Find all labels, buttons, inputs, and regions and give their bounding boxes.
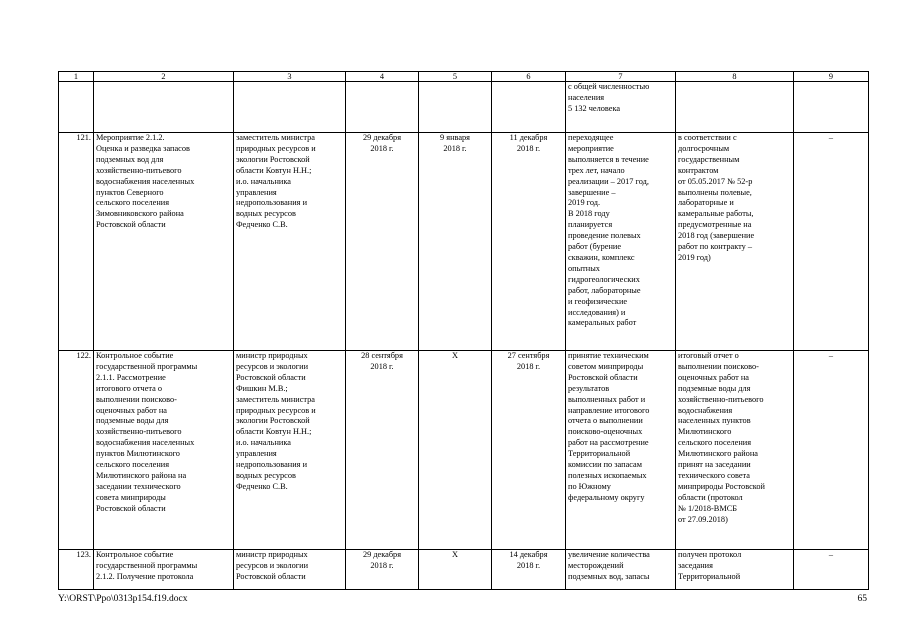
cell-text-line: 29 декабря	[362, 133, 402, 142]
cell-text-line: 9 января	[440, 133, 470, 142]
cell-text-line: от 27.09.2018)	[678, 514, 728, 524]
row-number-cell	[59, 133, 94, 351]
cell-text-line: водных ресурсов	[236, 470, 296, 480]
cell-text-line: направление итогового	[568, 405, 650, 415]
cell-text-line: недропользования и	[236, 460, 308, 470]
cell-text-line: 28 сентября	[361, 351, 403, 360]
cell-text-line: 2018 г.	[516, 560, 541, 570]
event-name-cell	[94, 351, 234, 550]
cell-text-line: Ростовской области	[236, 372, 306, 382]
cell-text-line: управления	[236, 187, 277, 197]
column-number-header: 6	[492, 72, 566, 82]
cell-text-line: населенных пунктов	[678, 416, 751, 426]
cell-text-line: управления	[236, 449, 277, 459]
cell-text-line: советом минприроды	[568, 361, 644, 371]
cell-text-line: 2018 г.	[370, 143, 394, 153]
cell-text-line: 29 декабря	[362, 550, 402, 559]
actual-date-cell	[492, 351, 566, 550]
footer-file-path: Y:\ORST\Ppo\0313p154.f19.docx	[58, 594, 188, 604]
cell-text-line: и.о. начальника	[236, 176, 291, 186]
row-number-cell	[59, 82, 94, 133]
cell-text-line: экологии Ростовской	[236, 154, 310, 164]
cell-text-line: Ростовской области	[96, 503, 166, 513]
actual-result-cell	[676, 351, 794, 550]
cell-text-line: Фишкин М.В.;	[236, 383, 288, 393]
cell-text-line: работ (бурение	[568, 242, 622, 252]
planned-date-cell	[346, 550, 419, 590]
cell-text-line: области Ковтун Н.Н.;	[236, 427, 312, 437]
cell-text-line: 5 132 человека	[568, 103, 621, 113]
cell-text-line: № 1/2018-ВМСБ	[678, 503, 738, 513]
cell-text-line: заседания	[678, 560, 713, 570]
cell-text-line: Х	[452, 550, 458, 559]
table-row	[59, 550, 869, 590]
cell-text-line: населения	[568, 92, 605, 102]
cell-text-line: с общей численностью	[568, 82, 650, 91]
cell-text-line: минприроды Ростовской	[678, 481, 765, 491]
actual-result-cell	[676, 82, 794, 133]
cell-text-line: недропользования и	[236, 198, 308, 208]
start-date-cell	[419, 133, 492, 351]
cell-text-line: Милютинского	[678, 427, 732, 437]
cell-text-line: –	[828, 351, 834, 360]
cell-text-line: результатов	[568, 383, 610, 393]
cell-text-line: Федченко С.В.	[236, 220, 288, 230]
cell-text-line: водоснабжения	[678, 405, 733, 415]
notes-cell	[794, 351, 869, 550]
row-number-cell	[59, 351, 94, 550]
cell-text-line: мероприятие	[568, 143, 614, 153]
cell-text-line: области (протокол	[678, 492, 743, 502]
cell-text-line: водных ресурсов	[236, 209, 296, 219]
cell-text-line: области Ковтун Н.Н.;	[236, 165, 312, 175]
notes-cell	[794, 82, 869, 133]
cell-text-line: пунктов Милютинского	[96, 449, 180, 459]
cell-text-line: по Южному	[568, 481, 611, 491]
actual-result-cell	[676, 550, 794, 590]
cell-text-line: технического совета	[678, 470, 750, 480]
cell-text-line: 2018 г.	[443, 143, 467, 153]
cell-text-line: министр природных	[236, 351, 308, 360]
cell-text-line: в соответствии с	[678, 133, 737, 142]
cell-text-line: итоговый отчет о	[678, 351, 739, 360]
responsible-cell	[234, 82, 346, 133]
cell-text-line: Милютинского района на	[96, 470, 187, 480]
cell-text-line: –	[828, 133, 834, 142]
cell-text-line: выполнены полевые,	[678, 187, 752, 197]
start-date-cell	[419, 82, 492, 133]
column-number-header: 8	[676, 72, 794, 82]
cell-text-line: 27 сентября	[507, 351, 550, 360]
cell-text-line: камеральные работы,	[678, 209, 754, 219]
cell-text-line: заседании технического	[96, 481, 181, 491]
cell-text-line: отчета о выполнении	[568, 416, 643, 426]
cell-text-line: Территориальной	[568, 449, 631, 459]
cell-text-line: В 2018 году	[568, 209, 610, 219]
cell-text-line: природных ресурсов и	[236, 405, 316, 415]
cell-text-line: лабораторные и	[678, 198, 734, 208]
cell-text-line: работ, лабораторные	[568, 285, 641, 295]
cell-text-line: месторождений	[568, 560, 624, 570]
cell-text-line: природных ресурсов и	[236, 143, 316, 153]
cell-text-line: 2019 год)	[678, 252, 711, 262]
cell-text-line: 2.1.2. Получение протокола	[96, 571, 194, 581]
column-number-header: 2	[94, 72, 234, 82]
cell-text-line: сельского поселения	[678, 438, 752, 448]
cell-text-line: переходящее	[568, 133, 614, 142]
notes-cell	[794, 550, 869, 590]
cell-text-line: 2018 г.	[516, 143, 541, 153]
cell-text-line: совета минприроды	[96, 492, 166, 502]
actual-date-cell	[492, 82, 566, 133]
column-number-header: 5	[419, 72, 492, 82]
cell-text-line: и.о. начальника	[236, 438, 291, 448]
cell-text-line: и геофизические	[568, 296, 628, 306]
cell-text-line: принятие техническим	[568, 351, 649, 360]
cell-text-line: Оценка и разведка запасов	[96, 143, 190, 153]
cell-text-line: сельского поселения	[96, 460, 170, 470]
cell-text-line: работ на рассмотрение	[568, 438, 649, 448]
cell-text-line: 2.1.1. Рассмотрение	[96, 372, 166, 382]
table-header-row	[59, 72, 869, 82]
table-row	[59, 133, 869, 351]
planned-date-cell	[346, 82, 419, 133]
cell-text-line: 11 декабря	[509, 133, 548, 142]
cell-text-line: государственным	[678, 154, 740, 164]
footer-page-number: 65	[857, 594, 867, 604]
document-table	[58, 71, 869, 590]
expected-result-cell	[566, 550, 676, 590]
cell-text-line: долгосрочным	[678, 143, 730, 153]
cell-text-line: принят на заседании	[678, 460, 751, 470]
cell-text-line: 2018 год (завершение	[678, 231, 755, 241]
planned-date-cell	[346, 351, 419, 550]
cell-text-line: водоснабжения населенных	[96, 176, 195, 186]
column-number-header: 1	[59, 72, 94, 82]
cell-text-line: 122.	[76, 351, 91, 360]
cell-text-line: исследования) и	[568, 307, 626, 317]
row-number-cell	[59, 550, 94, 590]
cell-text-line: государственной программы	[96, 361, 198, 371]
cell-text-line: итогового отчета о	[96, 383, 163, 393]
cell-text-line: выполняется в течение	[568, 154, 649, 164]
cell-text-line: увеличение количества	[568, 550, 650, 559]
column-number-header: 7	[566, 72, 676, 82]
cell-text-line: федеральному округу	[568, 492, 645, 502]
cell-text-line: Ростовской области	[236, 571, 306, 581]
cell-text-line: гидрогеологических	[568, 274, 640, 284]
actual-result-cell	[676, 133, 794, 351]
responsible-cell	[234, 133, 346, 351]
expected-result-cell	[566, 351, 676, 550]
cell-text-line: Федченко С.В.	[236, 481, 288, 491]
cell-text-line: ресурсов и экологии	[236, 560, 309, 570]
event-name-cell	[94, 82, 234, 133]
cell-text-line: выполнении поисково-	[96, 394, 177, 404]
cell-text-line: трех лет, начало	[568, 165, 625, 175]
planned-date-cell	[346, 133, 419, 351]
cell-text-line: Х	[452, 351, 458, 360]
cell-text-line: оценочных работ на	[96, 405, 167, 415]
cell-text-line: полезных ископаемых	[568, 470, 647, 480]
cell-text-line: –	[828, 550, 834, 559]
cell-text-line: контрактом	[678, 165, 719, 175]
cell-text-line: сельского поселения	[96, 198, 170, 208]
expected-result-cell	[566, 82, 676, 133]
cell-text-line: 121.	[76, 133, 91, 142]
cell-text-line: Мероприятие 2.1.2.	[96, 133, 165, 142]
cell-text-line: Контрольное событие	[96, 550, 174, 559]
cell-text-line: Территориальной	[678, 571, 741, 581]
cell-text-line: хозяйственно-питьевого	[96, 427, 182, 437]
cell-text-line: заместитель министра	[236, 394, 315, 404]
responsible-cell	[234, 550, 346, 590]
cell-text-line: подземные воды для	[678, 383, 751, 393]
cell-text-line: оценочных работ на	[678, 372, 749, 382]
cell-text-line: Ростовской области	[96, 220, 166, 230]
cell-text-line: Ростовской области	[568, 372, 638, 382]
cell-text-line: от 05.05.2017 № 52-р	[678, 176, 753, 186]
cell-text-line: комиссии по запасам	[568, 460, 642, 470]
start-date-cell	[419, 351, 492, 550]
cell-text-line: подземных вод для	[96, 154, 164, 164]
cell-text-line: заместитель министра	[236, 133, 315, 142]
cell-text-line: подземных вод, запасы	[568, 571, 650, 581]
expected-result-cell	[566, 133, 676, 351]
cell-text-line: получен протокол	[678, 550, 742, 559]
cell-text-line: 2018 г.	[370, 560, 394, 570]
cell-text-line: скважин, комплекс	[568, 252, 635, 262]
event-name-cell	[94, 133, 234, 351]
responsible-cell	[234, 351, 346, 550]
start-date-cell	[419, 550, 492, 590]
column-number-header: 9	[794, 72, 869, 82]
table-row	[59, 82, 869, 133]
cell-text-line: водоснабжения населенных	[96, 438, 195, 448]
cell-text-line: камеральных работ	[568, 318, 637, 328]
cell-text-line: пунктов Северного	[96, 187, 164, 197]
cell-text-line: Зимовниковского района	[96, 209, 184, 219]
cell-text-line: государственной программы	[96, 560, 198, 570]
cell-text-line: проведение полевых	[568, 231, 641, 241]
cell-text-line: Милютинского района	[678, 449, 758, 459]
cell-text-line: реализации – 2017 год,	[568, 176, 649, 186]
actual-date-cell	[492, 550, 566, 590]
cell-text-line: 2019 год.	[568, 198, 601, 208]
column-number-header: 4	[346, 72, 419, 82]
cell-text-line: ресурсов и экологии	[236, 361, 309, 371]
notes-cell	[794, 133, 869, 351]
cell-text-line: экологии Ростовской	[236, 416, 310, 426]
cell-text-line: 123.	[76, 550, 91, 559]
cell-text-line: завершение –	[568, 187, 616, 197]
cell-text-line: выполнении поисково-	[678, 361, 759, 371]
cell-text-line: поисково-оценочных	[568, 427, 643, 437]
cell-text-line: 2018 г.	[370, 361, 394, 371]
cell-text-line: выполненных работ и	[568, 394, 646, 404]
actual-date-cell	[492, 133, 566, 351]
cell-text-line: хозяйственно-питьевого	[678, 394, 764, 404]
cell-text-line: Контрольное событие	[96, 351, 174, 360]
event-name-cell	[94, 550, 234, 590]
cell-text-line: работ по контракту –	[678, 242, 753, 252]
table-row	[59, 351, 869, 550]
cell-text-line: 14 декабря	[509, 550, 548, 559]
cell-text-line: опытных	[568, 263, 600, 273]
cell-text-line: хозяйственно-питьевого	[96, 165, 182, 175]
column-number-header: 3	[234, 72, 346, 82]
cell-text-line: подземные воды для	[96, 416, 169, 426]
cell-text-line: 2018 г.	[516, 361, 541, 371]
cell-text-line: министр природных	[236, 550, 308, 559]
cell-text-line: планируется	[568, 220, 613, 230]
cell-text-line: предусмотренные на	[678, 220, 752, 230]
